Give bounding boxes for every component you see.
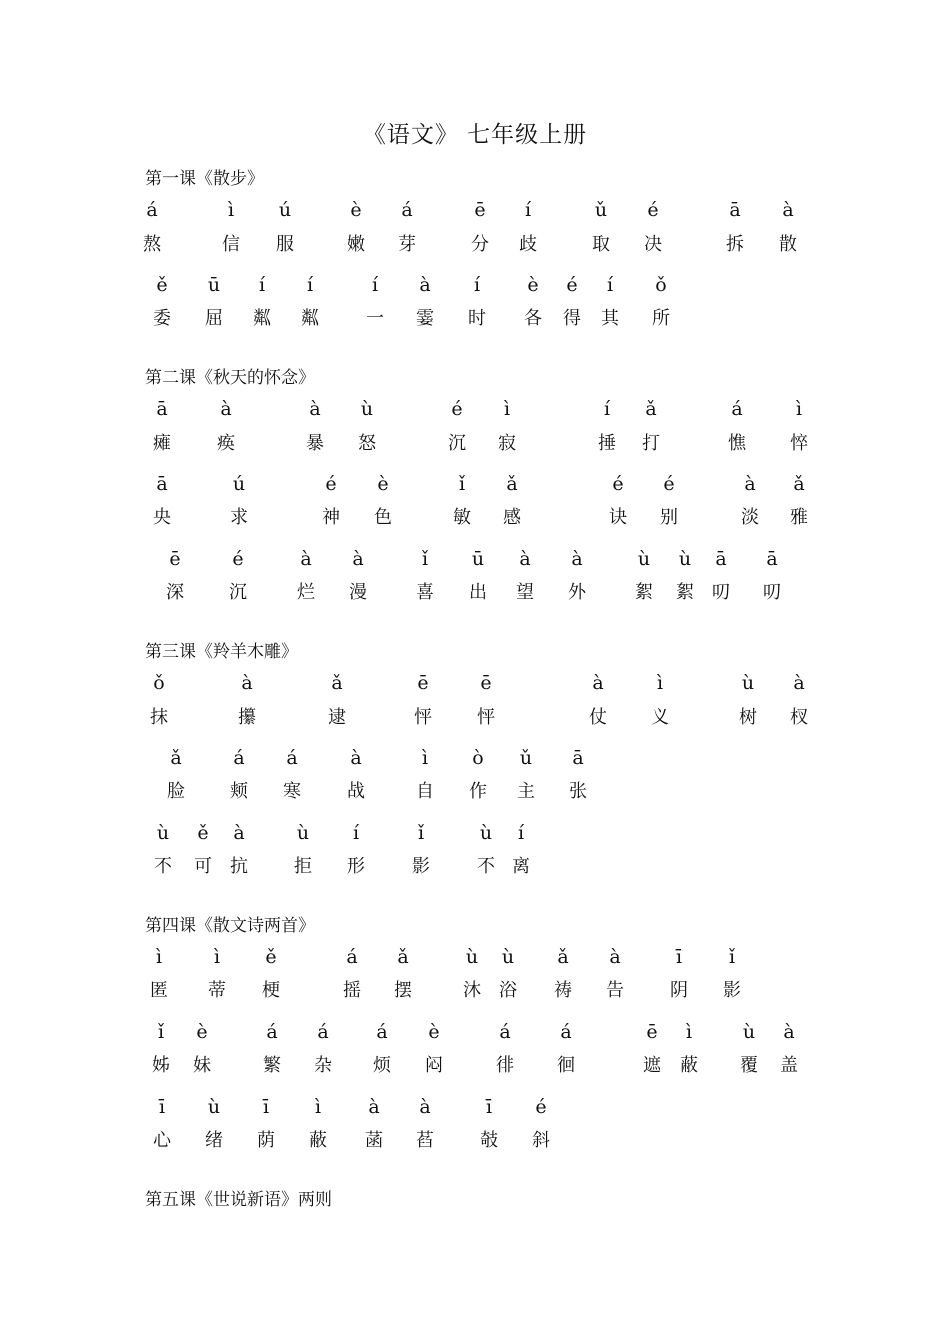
hanzi-character: 绪 — [205, 1130, 223, 1151]
hanzi-character: 杈 — [790, 707, 808, 728]
pinyin-tone: ù — [465, 946, 479, 968]
hanzi-character: 攥 — [238, 707, 256, 728]
hanzi-character: 各 — [524, 308, 542, 329]
hanzi-character: 抗 — [230, 856, 248, 877]
hanzi-character: 心 — [153, 1130, 171, 1151]
pinyin-tone: é — [535, 1096, 547, 1118]
hanzi-character: 散 — [779, 234, 797, 255]
pinyin-tone: ē — [169, 548, 181, 570]
hanzi-character: 不 — [154, 856, 172, 877]
hanzi-character: 寂 — [498, 433, 516, 454]
lesson-title: 第四课《散文诗两首》 — [145, 916, 315, 936]
hanzi-character: 影 — [412, 856, 430, 877]
hanzi-character: 敏 — [453, 507, 471, 528]
hanzi-character: 拆 — [726, 234, 744, 255]
pinyin-tone: é — [566, 274, 578, 296]
hanzi-character: 告 — [606, 980, 624, 1001]
hanzi-character: 沉 — [448, 433, 466, 454]
hanzi-character: 服 — [276, 234, 294, 255]
hanzi-character: 诀 — [609, 507, 627, 528]
hanzi-character: 遮 — [643, 1055, 661, 1076]
pinyin-tone: ì — [421, 747, 429, 769]
hanzi-character: 可 — [194, 856, 212, 877]
pinyin-tone: à — [419, 1096, 431, 1118]
pinyin-tone: à — [241, 672, 253, 694]
hanzi-character: 憔 — [728, 433, 746, 454]
pinyin-tone: ù — [479, 822, 493, 844]
pinyin-tone: ī — [675, 946, 683, 968]
hanzi-character: 芽 — [398, 234, 416, 255]
hanzi-character: 其 — [601, 308, 619, 329]
pinyin-tone: ǔ — [594, 199, 608, 221]
hanzi-character: 主 — [517, 781, 535, 802]
pinyin-tone: á — [266, 1021, 278, 1043]
hanzi-character: 逮 — [328, 707, 346, 728]
pinyin-tone: è — [377, 473, 389, 495]
hanzi-character: 粼 — [301, 308, 319, 329]
hanzi-character: 屈 — [205, 308, 223, 329]
hanzi-character: 仗 — [589, 707, 607, 728]
pinyin-tone: ù — [741, 672, 755, 694]
hanzi-character: 菡 — [365, 1130, 383, 1151]
pinyin-tone: á — [376, 1021, 388, 1043]
pinyin-tone: ǎ — [170, 747, 182, 769]
pinyin-tone: à — [744, 473, 756, 495]
pinyin-tone: ī — [262, 1096, 270, 1118]
pinyin-tone: à — [519, 548, 531, 570]
hanzi-character: 熬 — [143, 234, 161, 255]
hanzi-character: 荫 — [257, 1130, 275, 1151]
hanzi-character: 絮 — [676, 582, 694, 603]
hanzi-character: 叨 — [763, 582, 781, 603]
pinyin-tone: à — [233, 822, 245, 844]
hanzi-character: 信 — [222, 234, 240, 255]
pinyin-tone: á — [233, 747, 245, 769]
pinyin-tone: ì — [213, 946, 221, 968]
pinyin-tone: ù — [207, 1096, 221, 1118]
hanzi-character: 形 — [347, 856, 365, 877]
hanzi-character: 神 — [322, 507, 340, 528]
pinyin-tone: à — [352, 548, 364, 570]
hanzi-character: 沉 — [229, 582, 247, 603]
hanzi-character: 烂 — [297, 582, 315, 603]
pinyin-tone: à — [419, 274, 431, 296]
hanzi-character: 颊 — [230, 781, 248, 802]
pinyin-tone: ì — [314, 1096, 322, 1118]
hanzi-character: 深 — [166, 582, 184, 603]
pinyin-tone: á — [499, 1021, 511, 1043]
pinyin-tone: ē — [480, 672, 492, 694]
hanzi-character: 歧 — [519, 234, 537, 255]
hanzi-character: 拒 — [294, 856, 312, 877]
hanzi-character: 霎 — [416, 308, 434, 329]
pinyin-tone: ù — [637, 548, 651, 570]
hanzi-character: 蔽 — [309, 1130, 327, 1151]
pinyin-tone: ē — [417, 672, 429, 694]
pinyin-tone: ū — [471, 548, 485, 570]
hanzi-character: 义 — [651, 707, 669, 728]
pinyin-tone: ā — [729, 199, 741, 221]
hanzi-character: 浴 — [499, 980, 517, 1001]
pinyin-tone: è — [428, 1021, 440, 1043]
lesson-title: 第三课《羚羊木雕》 — [145, 642, 298, 662]
hanzi-character: 烦 — [373, 1055, 391, 1076]
hanzi-character: 离 — [512, 856, 530, 877]
hanzi-character: 取 — [592, 234, 610, 255]
pinyin-tone: ì — [227, 199, 235, 221]
pinyin-tone: ǐ — [417, 822, 425, 844]
pinyin-tone: á — [560, 1021, 572, 1043]
hanzi-character: 繁 — [263, 1055, 281, 1076]
pinyin-tone: ī — [158, 1096, 166, 1118]
pinyin-tone: à — [609, 946, 621, 968]
pinyin-tone: ǒ — [655, 274, 667, 296]
hanzi-character: 蒂 — [208, 980, 226, 1001]
pinyin-tone: á — [401, 199, 413, 221]
hanzi-character: 望 — [516, 582, 534, 603]
hanzi-character: 分 — [471, 234, 489, 255]
pinyin-tone: ù — [156, 822, 170, 844]
hanzi-character: 阴 — [670, 980, 688, 1001]
pinyin-tone: à — [783, 1021, 795, 1043]
pinyin-tone: ū — [207, 274, 221, 296]
hanzi-character: 摇 — [343, 980, 361, 1001]
hanzi-character: 徊 — [557, 1055, 575, 1076]
pinyin-tone: í — [524, 199, 532, 221]
pinyin-tone: é — [232, 548, 244, 570]
hanzi-character: 萏 — [416, 1130, 434, 1151]
pinyin-tone: ǎ — [506, 473, 518, 495]
pinyin-tone: à — [782, 199, 794, 221]
hanzi-character: 暴 — [306, 433, 324, 454]
pinyin-tone: ǐ — [157, 1021, 165, 1043]
pinyin-tone: ē — [646, 1021, 658, 1043]
hanzi-character: 别 — [660, 507, 678, 528]
hanzi-character: 张 — [569, 781, 587, 802]
hanzi-character: 作 — [469, 781, 487, 802]
hanzi-character: 雅 — [790, 507, 808, 528]
pinyin-tone: ì — [503, 398, 511, 420]
pinyin-tone: í — [517, 822, 525, 844]
hanzi-character: 所 — [652, 308, 670, 329]
pinyin-tone: í — [258, 274, 266, 296]
pinyin-tone: ì — [155, 946, 163, 968]
hanzi-character: 梗 — [262, 980, 280, 1001]
pinyin-tone: à — [571, 548, 583, 570]
hanzi-character: 悴 — [790, 433, 808, 454]
pinyin-tone: ǐ — [458, 473, 466, 495]
pinyin-tone: í — [606, 274, 614, 296]
pinyin-tone: ú — [232, 473, 246, 495]
hanzi-character: 抹 — [150, 707, 168, 728]
pinyin-tone: ā — [572, 747, 584, 769]
pinyin-tone: ù — [360, 398, 374, 420]
hanzi-character: 祷 — [554, 980, 572, 1001]
hanzi-character: 时 — [468, 308, 486, 329]
hanzi-character: 絮 — [635, 582, 653, 603]
hanzi-character: 摆 — [394, 980, 412, 1001]
hanzi-character: 徘 — [496, 1055, 514, 1076]
hanzi-character: 外 — [568, 582, 586, 603]
pinyin-tone: ā — [715, 548, 727, 570]
hanzi-character: 委 — [153, 308, 171, 329]
hanzi-character: 战 — [347, 781, 365, 802]
pinyin-tone: ǒ — [153, 672, 165, 694]
pinyin-tone: é — [451, 398, 463, 420]
pinyin-tone: é — [325, 473, 337, 495]
pinyin-tone: í — [352, 822, 360, 844]
pinyin-tone: à — [350, 747, 362, 769]
lesson-title: 第一课《散步》 — [145, 169, 264, 189]
pinyin-tone: ú — [278, 199, 292, 221]
pinyin-tone: ě — [265, 946, 277, 968]
hanzi-character: 妹 — [193, 1055, 211, 1076]
hanzi-character: 沐 — [463, 980, 481, 1001]
hanzi-character: 决 — [644, 234, 662, 255]
hanzi-character: 嫩 — [347, 234, 365, 255]
pinyin-tone: ǎ — [645, 398, 657, 420]
pinyin-tone: á — [286, 747, 298, 769]
hanzi-character: 蔽 — [680, 1055, 698, 1076]
pinyin-tone: ā — [766, 548, 778, 570]
hanzi-character: 粼 — [253, 308, 271, 329]
hanzi-character: 感 — [503, 507, 521, 528]
pinyin-tone: è — [350, 199, 362, 221]
pinyin-tone: ǎ — [557, 946, 569, 968]
pinyin-tone: í — [603, 398, 611, 420]
pinyin-tone: à — [592, 672, 604, 694]
hanzi-character: 影 — [723, 980, 741, 1001]
hanzi-character: 不 — [477, 856, 495, 877]
hanzi-character: 闷 — [425, 1055, 443, 1076]
hanzi-character: 怒 — [358, 433, 376, 454]
pinyin-tone: á — [731, 398, 743, 420]
lesson-title: 第二课《秋天的怀念》 — [145, 368, 315, 388]
pinyin-tone: ì — [656, 672, 664, 694]
pinyin-tone: ù — [678, 548, 692, 570]
pinyin-tone: ī — [485, 1096, 493, 1118]
hanzi-character: 得 — [563, 308, 581, 329]
pinyin-tone: ǐ — [728, 946, 736, 968]
hanzi-character: 瘫 — [153, 433, 171, 454]
pinyin-tone: ǐ — [421, 548, 429, 570]
hanzi-character: 出 — [469, 582, 487, 603]
pinyin-tone: é — [663, 473, 675, 495]
pinyin-tone: ǎ — [331, 672, 343, 694]
pinyin-tone: ě — [156, 274, 168, 296]
hanzi-character: 匿 — [150, 980, 168, 1001]
hanzi-character: 打 — [642, 433, 660, 454]
hanzi-character: 盖 — [780, 1055, 798, 1076]
hanzi-character: 痪 — [217, 433, 235, 454]
hanzi-character: 漫 — [349, 582, 367, 603]
pinyin-tone: í — [371, 274, 379, 296]
hanzi-character: 杂 — [314, 1055, 332, 1076]
hanzi-character: 寒 — [283, 781, 301, 802]
pinyin-tone: ù — [501, 946, 515, 968]
pinyin-tone: í — [473, 274, 481, 296]
pinyin-tone: ǎ — [397, 946, 409, 968]
hanzi-character: 斜 — [532, 1130, 550, 1151]
pinyin-tone: á — [317, 1021, 329, 1043]
pinyin-tone: ò — [472, 747, 484, 769]
pinyin-tone: à — [300, 548, 312, 570]
hanzi-character: 怦 — [477, 707, 495, 728]
hanzi-character: 一 — [366, 308, 384, 329]
pinyin-tone: é — [612, 473, 624, 495]
hanzi-character: 脸 — [167, 781, 185, 802]
hanzi-character: 淡 — [741, 507, 759, 528]
pinyin-tone: ā — [156, 398, 168, 420]
hanzi-character: 攲 — [480, 1130, 498, 1151]
pinyin-tone: à — [368, 1096, 380, 1118]
hanzi-character: 树 — [739, 707, 757, 728]
hanzi-character: 喜 — [416, 582, 434, 603]
hanzi-character: 求 — [230, 507, 248, 528]
hanzi-character: 叨 — [712, 582, 730, 603]
hanzi-character: 央 — [153, 507, 171, 528]
pinyin-tone: è — [196, 1021, 208, 1043]
pinyin-tone: ǎ — [793, 473, 805, 495]
pinyin-tone: à — [793, 672, 805, 694]
pinyin-tone: é — [647, 199, 659, 221]
page-title: 《语文》 七年级上册 — [362, 122, 588, 148]
hanzi-character: 姊 — [152, 1055, 170, 1076]
hanzi-character: 怦 — [414, 707, 432, 728]
pinyin-tone: á — [146, 199, 158, 221]
hanzi-character: 自 — [416, 781, 434, 802]
pinyin-tone: à — [309, 398, 321, 420]
pinyin-tone: ā — [156, 473, 168, 495]
pinyin-tone: ě — [197, 822, 209, 844]
hanzi-character: 捶 — [598, 433, 616, 454]
pinyin-tone: ē — [474, 199, 486, 221]
pinyin-tone: è — [527, 274, 539, 296]
pinyin-tone: ǔ — [519, 747, 533, 769]
pinyin-tone: ù — [296, 822, 310, 844]
pinyin-tone: í — [306, 274, 314, 296]
pinyin-tone: ì — [795, 398, 803, 420]
hanzi-character: 覆 — [740, 1055, 758, 1076]
pinyin-tone: à — [220, 398, 232, 420]
hanzi-character: 色 — [374, 507, 392, 528]
lesson-title: 第五课《世说新语》两则 — [145, 1190, 332, 1210]
pinyin-tone: á — [346, 946, 358, 968]
pinyin-tone: ù — [742, 1021, 756, 1043]
pinyin-tone: ì — [685, 1021, 693, 1043]
